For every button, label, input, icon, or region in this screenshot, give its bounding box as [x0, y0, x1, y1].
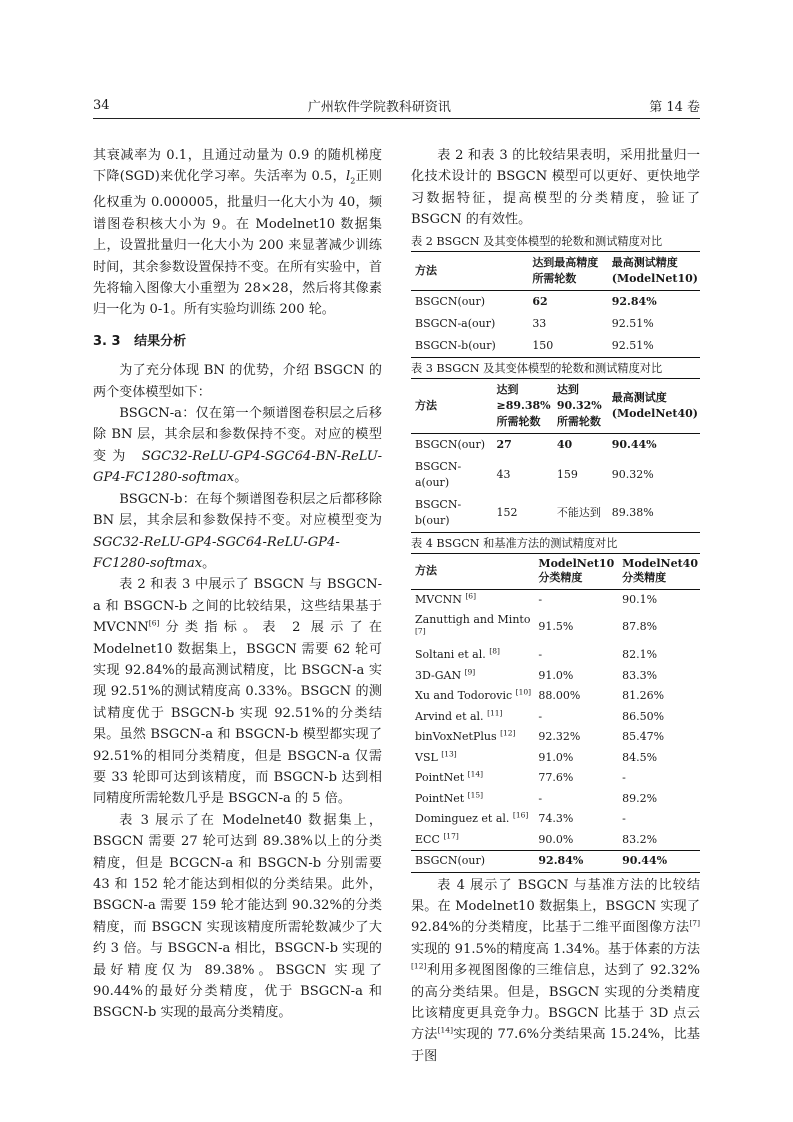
- table-header-cell: 达到90.32%所需轮数: [553, 378, 608, 433]
- table3: [411, 378, 700, 533]
- table-row: VSL [13] 91.0% 84.5%: [415, 748, 658, 764]
- table-row: BSGCN(our) 92.84% 90.44%: [411, 851, 700, 873]
- table-row: Soltani et al. [8] - 82.1%: [415, 646, 658, 662]
- table-row: ECC [17] 90.0% 83.2%: [415, 830, 658, 846]
- table-row: Dominguez et al. [16] 74.3% -: [415, 810, 626, 826]
- journal-title: 广州软件学院教科研资讯: [307, 99, 451, 115]
- table-row: BSGCN-a(our) 43 159 90.32%: [415, 459, 654, 489]
- table-header-cell: 达到≥89.38%所需轮数: [493, 378, 553, 433]
- table-header-cell: 方法: [411, 378, 493, 433]
- table3-caption: 表 3 BSGCN 及其变体模型的轮数和测试精度对比: [411, 361, 663, 375]
- table-header-cell: 最高测试度(ModelNet40): [608, 378, 700, 433]
- paragraph-table3-discussion: 表 3 展示了在 Modelnet40 数据集上，BSGCN 需要 27 轮可达到 89.38%以上的分类精度，但是 BCGCN-a 和 BSGCN-b 分别需要 43 和 152 轮才能达到相似的分类结果。此外，BSGCN-a 需要 159 轮才能达到 90.32%的分类精度，而 BSGCN 实现该精度所需轮数减少了大约 3 倍。与 BSGCN-a 相比，BSGCN-b 实现的最好精度仅为 89.38%。BSGCN 实现了 90.44%的最好分类精度，优于 BSGCN-a 和 BSGCN-b 实现的最高分类精度。: [93, 812, 382, 1021]
- table-header-cell: 达到最高精度所需轮数: [528, 251, 607, 290]
- right-column: [411, 145, 700, 1067]
- paragraph-table2-discussion: 表 2 和表 3 中展示了 BSGCN 与 BSGCN-a 和 BSGCN-b 之间的比较结果，这些结果基于 MVCNN[6]分类指标。表 2 展示了在 Modelnet10 数据集上，BSGCN 需要 62 轮可实现 92.84%的最高测试精度，比 BSGCN-a 实现 92.51%的测试精度高 0.33%。BSGCN 的测试精度优于 BSGCN-b 实现 92.51%的分类结果。虽然 BSGCN-a 和 BSGCN-b 模型都实现了 92.51%的相同分类精度，但是 BSGCN-a 仅需要 33 轮即可达到该精度，而 BSGCN-b 达到相同精度所需轮数几乎是 BSGCN-a 的 5 倍。: [93, 577, 382, 807]
- paragraph-comparison-summary: 表 2 和表 3 的比较结果表明，采用批量归一化技术设计的 BSGCN 模型可以更好、更快地学习数据特征，提高模型的分类精度，验证了 BSGCN 的有效性。: [411, 148, 700, 228]
- paragraph-table4-discussion: 表 4 展示了 BSGCN 与基准方法的比较结果。在 Modelnet10 数据集上，BSGCN 实现了 92.84%的分类精度，比基于二维平面图像方法[7]实现的 91.5%的精度高 1.34%。基于体素的方法[12]利用多视图图像的三维信息，达到了 92.32%的高分类结果。但是，BSGCN 实现的分类精度比该精度更具竞争力。BSGCN 比基于 3D 点云方法[14]实现的 77.6%分类结果高 15.24%，比基于图: [411, 877, 700, 1064]
- left-column: [93, 145, 382, 1024]
- page-header: [93, 95, 700, 115]
- paragraph-training-settings: 其衰减率为 0.1，且通过动量为 0.9 的随机梯度下降(SGD)来优化学习率。失活率为 0.5，$l_2$正则化权重为 0.000005，批量归一化大小为 40，频谱图卷积核大小为 9。在 Modelnet10 数据集上，设置批量归一化大小为 200 来显著减少训练时间，其余参数设置保持不变。在所有实验中，首先将输入图像大小重塑为 28×28，然后将其像素归一化为 0-1。所有实验均训练 200 轮。: [93, 148, 383, 318]
- volume-label: 第 14 卷: [649, 99, 700, 115]
- table-header-cell: 最高测试精度(ModelNet10): [608, 251, 700, 290]
- table4: [411, 553, 700, 873]
- table-row: BSGCN(our) 62 92.84%: [411, 290, 700, 313]
- table-row: BSGCN-b(our) 150 92.51%: [411, 335, 700, 358]
- table2-caption: 表 2 BSGCN 及其变体模型的轮数和测试精度对比: [411, 234, 663, 248]
- table-header-cell: 方法: [411, 251, 528, 290]
- table-header-cell: ModelNet40分类精度: [618, 553, 700, 589]
- table-row: PointNet [15] - 89.2%: [415, 789, 658, 805]
- table-row: MVCNN [6] - 90.1%: [411, 589, 700, 610]
- table-header-cell: ModelNet10分类精度: [534, 553, 618, 589]
- table-row: Arvind et al. [11] - 86.50%: [415, 707, 665, 723]
- paragraph-bsgcn-b: BSGCN-b：在每个频谱图卷积层之后都移除 BN 层，其余层和参数保持不变。对应模型变为 SGC32-ReLU-GP4-SGC64-ReLU-GP4-FC1280-softmax。: [93, 491, 382, 571]
- table-row: BSGCN(our) 27 40 90.44%: [411, 433, 700, 456]
- page-number: 34: [93, 97, 110, 113]
- table-row: 3D-GAN [9] 91.0% 83.3%: [415, 666, 658, 682]
- table-row: BSGCN-b(our) 152 不能达到 89.38%: [411, 494, 700, 533]
- section-heading: 3. 3 结果分析: [93, 333, 187, 349]
- header-rule: [93, 118, 700, 119]
- table-header-cell: 方法: [411, 553, 534, 589]
- table-row: BSGCN-a(our) 33 92.51%: [415, 316, 654, 330]
- table-row: Xu and Todorovic [10] 88.00% 81.26%: [415, 687, 665, 703]
- table-row: Zanuttigh and Minto [7] 91.5% 87.8%: [415, 613, 658, 635]
- table-row: PointNet [14] 77.6% -: [415, 769, 626, 785]
- table4-caption: 表 4 BSGCN 和基准方法的测试精度对比: [411, 536, 618, 550]
- paragraph-variants-intro: 为了充分体现 BN 的优势，介绍 BSGCN 的两个变体模型如下：: [93, 363, 382, 400]
- table2: [411, 251, 700, 358]
- paragraph-bsgcn-a: BSGCN-a：仅在第一个频谱图卷积层之后移除 BN 层，其余层和参数保持不变。对应的模型变为 SGC32-ReLU-GP4-SGC64-BN-ReLU-GP4-FC1280-softmax。: [93, 406, 382, 486]
- table-row: binVoxNetPlus [12] 92.32% 85.47%: [415, 728, 665, 744]
